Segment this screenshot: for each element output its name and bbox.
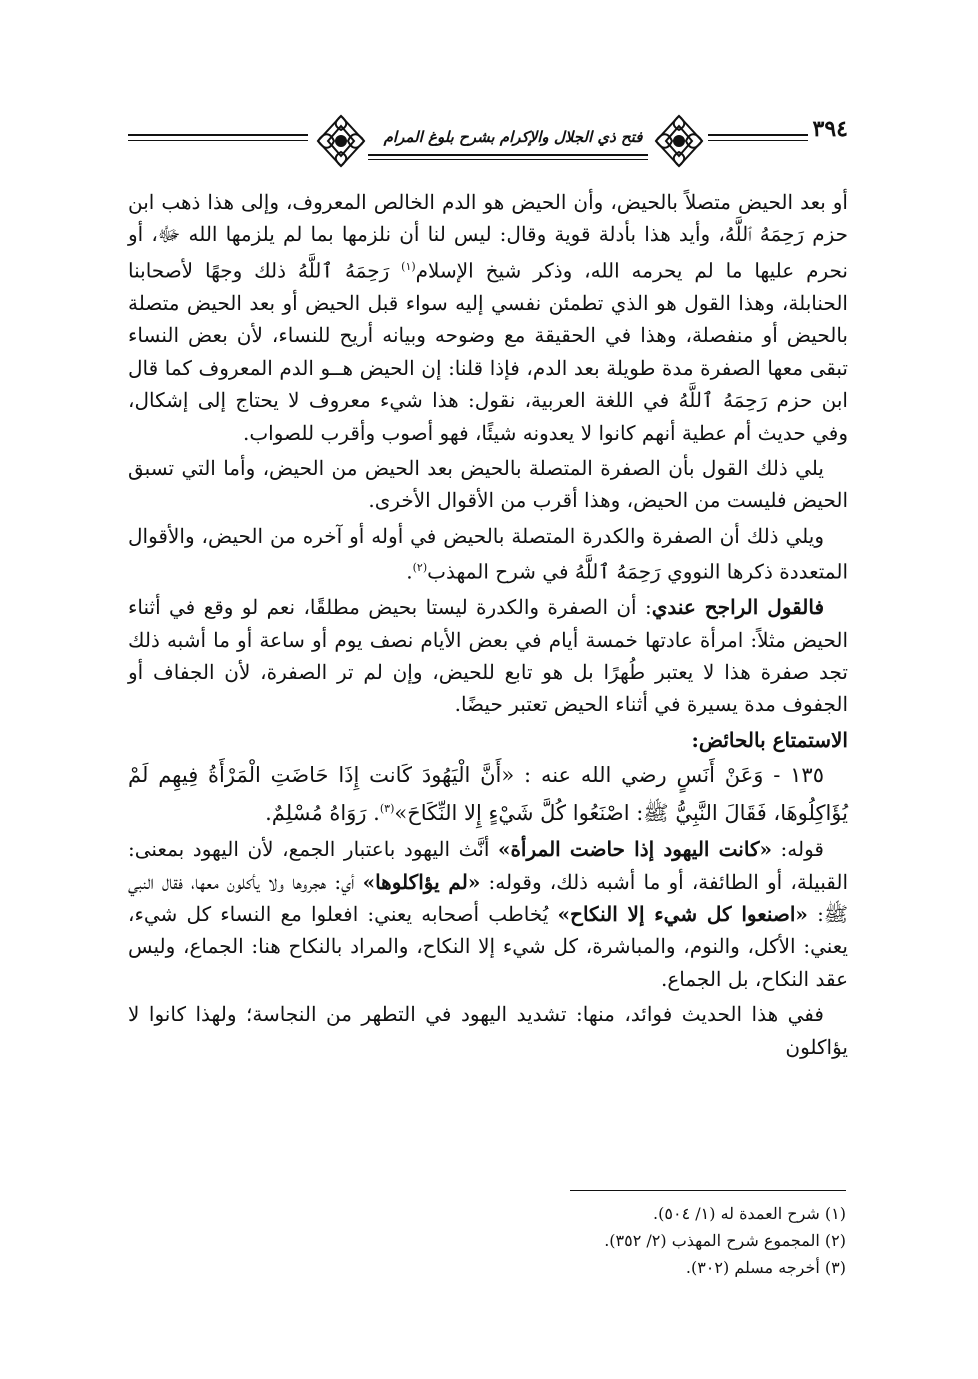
footnote-divider [570, 1190, 846, 1191]
footnotes [500, 1200, 846, 1281]
paragraph-text: قوله: [771, 837, 824, 862]
footnote-1: (١) شرح العمدة له (١/ ٥٠٤). [653, 1204, 846, 1223]
paragraph: ففي هذا الحديث فوائد، منها: تشديد اليهود في التطهر من النجاسة؛ ولهذا كانوا لا يؤاكلون [128, 1002, 848, 1059]
footnote-ref[interactable]: (٢) [412, 561, 428, 575]
paragraph-text: أو بعد الحيض متصلاً بالحيض، وأن الحيض هو الدم الخالص المعروف، وإلى هذا ذهب ابن حزم رَحِمَهُ ٱللَّهُ، وأيد هذا بأدلة قوية وقال: ليس لنا أن نلزمها بما لم يلزمها الله ﷻ، أو نحرم عليها ما لم يحرمه الله، وذكر شيخ الإسلام [128, 190, 848, 283]
paragraph: يلي ذلك القول بأن الصفرة المتصلة بالحيض بعد الحيض من الحيض، وأما التي تسبق الحيض فليست من الحيض، وهذا أقرب من الأقوال الأخرى. [128, 455, 848, 513]
paragraph-text: . [406, 559, 413, 584]
header-rule-left [128, 134, 308, 136]
paragraph [128, 186, 848, 449]
paragraph-text: أي: هجروها ولا يأكلون معها، فقال النبي ﷺ: [128, 869, 848, 927]
footnote-ref[interactable]: (١) [401, 259, 416, 273]
page-header [128, 112, 848, 172]
bold-phrase: فالقول الراجح عندي [651, 595, 825, 620]
body-text [128, 186, 848, 1066]
header-rule-left-thin [128, 140, 308, 141]
footnote-2: (٢) المجموع شرح المهذب (٢/ ٣٥٢). [604, 1231, 846, 1250]
paragraph [128, 833, 848, 995]
page-number: ٣٩٤ [812, 116, 848, 142]
bold-phrase: «اصنعوا كل شيء إلا النكاح» [557, 902, 808, 927]
footnote-ref[interactable]: (٣) [379, 802, 395, 816]
footnote-3: (٣) أخرجه مسلم (٣٠٢). [685, 1258, 846, 1277]
floral-ornament-icon [650, 112, 708, 170]
bold-phrase: «كانت اليهود إذا حاضت المرأة» [497, 837, 772, 862]
header-rule-right-thin [708, 140, 808, 141]
paragraph-text: رَحِمَهُ ٱللَّهُ ذلك وجهًا لأصحابنا الحنابلة، وهذا القول هو الذي تطمئن نفسي إليه سواء قبل الحيض أو بعد الحيض متصلة بالحيض أو منفصلة، وهذا في الحقيقة مع وضوحه وبيانه أريح للنساء، لأن بعض النساء تبقى معها الصفرة مدة طويلة بعد الدم، فإذا قلنا: إن الحيض هــو الدم المعروف كما قال ابن حزم رَحِمَهُ ٱللَّهُ في اللغة العربية، نقول: هذا شيء معروف لا يحتاج إلى إشكال، وفي حديث أم عطية أنهم كانوا لا يعدونه شيئًا، فهو أصوب وأقرب للصواب. [128, 258, 848, 445]
paragraph-text: أنَّث اليهود باعتبار الجمع، لأن اليهود بمعنى: القبيلة، أو الطائفة، أو ما أشبه ذلك، وقوله: [128, 837, 849, 894]
paragraph [128, 591, 848, 721]
header-rule-right [708, 134, 808, 136]
paragraph-text: : أن الصفرة والكدرة ليستا بحيض مطلقًا، نعم لو وقع في أثناء الحيض مثلاً: امرأة عادتها خمسة أيام في بعض الأيام نصف يوم أو ساعة أو ما أشبه ذلك تجد صفرة هذا لا يعتبر طُهرًا بل هو تابع للحيض، وإن لم تر الصفرة، لأن الجفاف أو الجفوف مدة يسيرة في أثناء الحيض تعتبر حيضًا. [128, 595, 848, 717]
paragraph-text: ويلي ذلك أن الصفرة والكدرة المتصلة بالحيض في أوله أو آخره من الحيض، والأقوال المتعددة ذكرها النووي رَحِمَهُ ٱللَّهُ في شرح المهذب [128, 523, 848, 584]
floral-ornament-icon [312, 112, 370, 170]
header-rule-mid-thin [368, 159, 648, 160]
running-title: فتح ذي الجلال والإكرام بشرح بلوغ المرام [383, 128, 643, 146]
bold-phrase: «لم يؤاكلوها» [362, 869, 481, 894]
hadith-source: . رَوَاهُ مُسْلِمٌ. [265, 801, 380, 826]
paragraph [128, 520, 848, 588]
hadith-body: ١٣٥ - وَعَنْ أَنَسٍ رضي الله عنه : «أَنَّ الْيَهُودَ كَانت إِذَا حَاضَتِ الْمَرْأَةُ فِيهِم لَمْ يُؤَاكِلُوهَا، فَقَالَ النَّبِيُّ ﷺ: اصْنَعُوا كُلَّ شَيْءٍ إِلا النِّكَاحَ» [128, 763, 848, 826]
hadith-text [128, 759, 848, 830]
paragraph-text: يُخاطب أصحابه يعني: افعلوا مع النساء كل شيء، يعني: الأكل، والنوم، والمباشرة، كل شيء إلا النكاح، والمراد بالنكاح هنا: الجماع، وليس عقد النكاح، بل الجماع. [128, 902, 848, 991]
section-heading: الاستمتاع بالحائض: [691, 727, 848, 752]
header-rule-mid [368, 154, 648, 156]
